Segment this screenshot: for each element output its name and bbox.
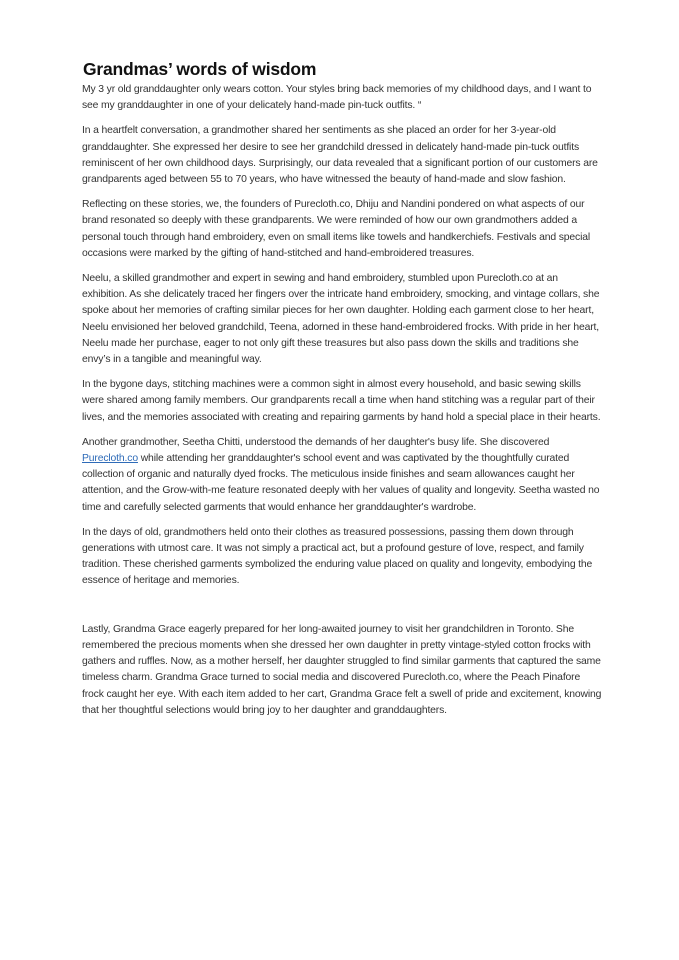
paragraph-quote: My 3 yr old granddaughter only wears cotton. Your styles bring back memories of my childhood days, and I want to see my granddaughter in one of your delicately hand-made pin-tuck outfits. “ (82, 84, 592, 112)
purecloth-link[interactable]: Purecloth.co (82, 453, 138, 465)
paragraph-grandma-grace: Lastly, Grandma Grace eagerly prepared for her long-awaited journey to visit her grandchildren in Toronto. She remembered the precious moments when she dressed her own daughter in pretty vintage-styled cotton frocks with gathers and ruffles. Now, as a mother herself, her daughter struggled to find similar garments that captured the same timeless charm. Grandma Grace turned to social media and discovered Purecloth.co, where the Peach Pinafore frock caught her eye. With each item added to her cart, Grandma Grace felt a swell of pride and excitement, knowing that her thoughtful selections would bring joy to her daughter and granddaughters. (82, 623, 602, 716)
seetha-text-after-link: while attending her granddaughter's school event and was captivated by the thoughtfully curated collection of organic and naturally dyed frocks. The meticulous inside finishes and seam allowances caught her attention, and the Grow-with-me feature resonated deeply with her values of quality and longevity. Seetha wasted no time and carefully selected garments that would enhance her granddaughter's wardrobe. (82, 453, 600, 513)
paragraph-neelu-story: Neelu, a skilled grandmother and expert in sewing and hand embroidery, stumbled upon Purecloth.co at an exhibition. As she delicately traced her fingers over the intricate hand embroidery, smocking, and vintage collars, she spoke about her memories of crafting similar pieces for her own daughter. Holding each garment close to her heart, Neelu envisioned her beloved grandchild, Teena, adorned in these hand-embroidered frocks. With pride in her heart, Neelu made her purchase, eager to not only gift these treasures but also pass down the skills and traditions she envy’s in a tangible and meaningful way. (82, 273, 600, 366)
document-title: Grandmas’ words of wisdom (83, 59, 317, 79)
paragraph-bygone-days: In the bygone days, stitching machines were a common sight in almost every household, and basic sewing skills were shared among family members. Our grandparents recall a time when hand stitching was a regular part of their lives, and the memories associated with creating and repairing garments by hand hold a special place in their hearts. (82, 379, 601, 423)
seetha-text-before-link: Another grandmother, Seetha Chitti, understood the demands of her daughter's busy life. She discovered (82, 436, 550, 448)
paragraph-seetha-story (82, 435, 602, 516)
paragraph-days-of-old: In the days of old, grandmothers held onto their clothes as treasured possessions, passing them down through generations with utmost care. It was not simply a practical act, but a profound gesture of love, respect, and family tradition. These cherished garments symbolized the enduring value placed on quality and longevity, embodying the essence of heritage and memories. (82, 526, 593, 587)
paragraph-founders-reflection: Reflecting on these stories, we, the founders of Purecloth.co, Dhiju and Nandini pondered on what aspects of our brand resonated so deeply with these grandparents. We were reminded of how our own grandmothers added a personal touch through hand embroidery, even on small items like towels and handkerchiefs. Festivals and special occasions were marked by the gifting of hand-stitched and hand-embroidered treasures. (82, 199, 591, 259)
paragraph-heartfelt-conversation: In a heartfelt conversation, a grandmother shared her sentiments as she placed an order for her 3-year-old granddaughter. She expressed her desire to see her grandchild dressed in delicately hand-made pin-tuck outfits reminiscent of her own childhood days. Surprisingly, our data revealed that a significant portion of our customers are grandparents aged between 55 to 70 years, who have witnessed the beauty of hand-made and slow fashion. (82, 125, 598, 186)
document-body (82, 57, 602, 728)
